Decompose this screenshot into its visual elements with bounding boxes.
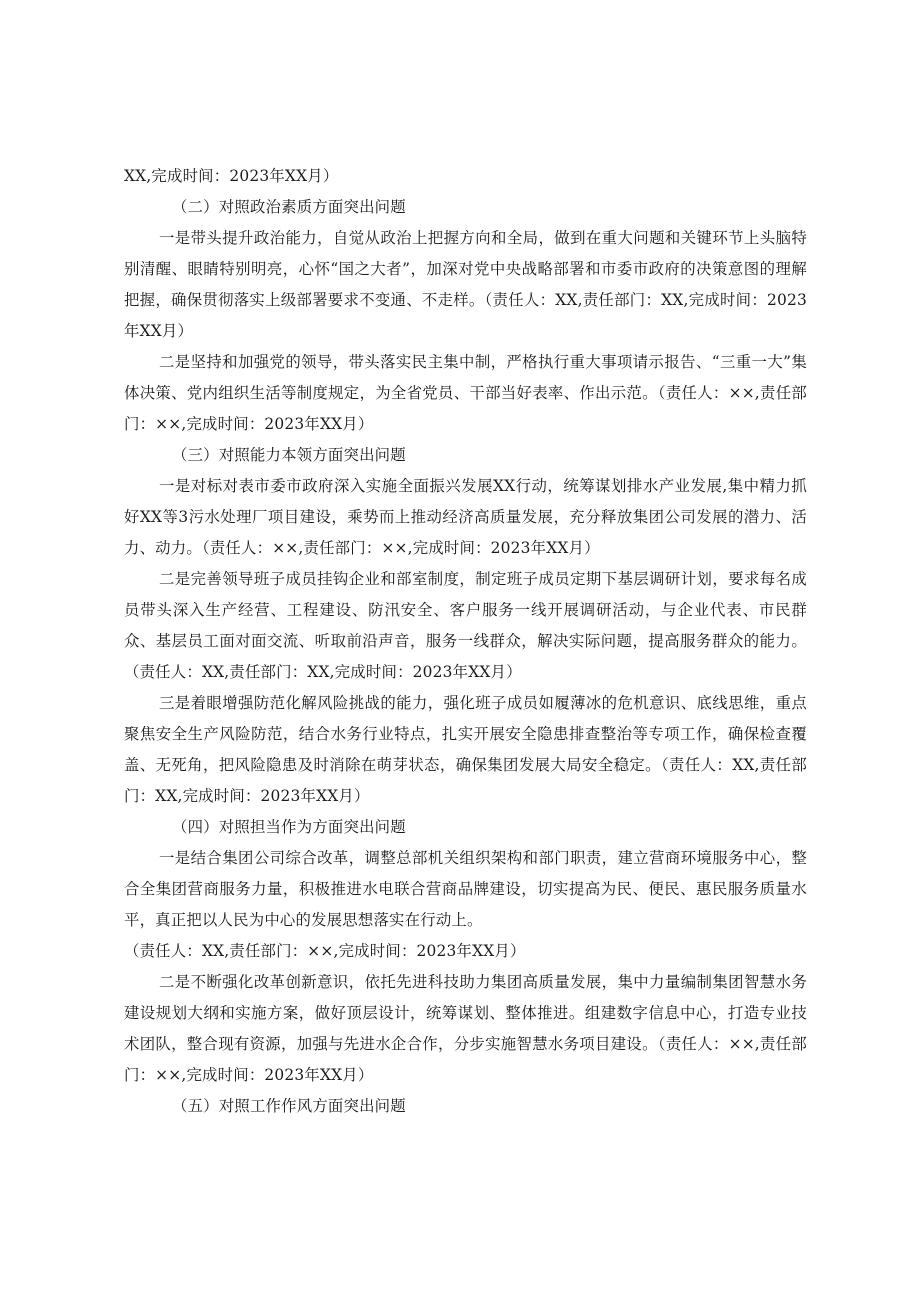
section-heading-2: （二）对照政治素质方面突出问题: [172, 198, 406, 216]
paragraph: 三是着眼增强防范化解风险挑战的能力，强化班子成员如履薄冰的危机意识、底线思维，重点聚焦安全生产风险防范，结合水务行业特点，扎实开展安全隐患排查整治等专项工作，确保检查覆盖、无死角，把风险隐患及时消除在萌芽状态，确保集团发展大局安全稳定。（责任人：XX,责任部门：XX,完成时间：2023年XX月）: [124, 694, 807, 805]
paragraph: 二是坚持和加强党的领导，带头落实民主集中制，严格执行重大事项请示报告、“三重一大”集体决策、党内组织生活等制度规定，为全省党员、干部当好表率、作出示范。（责任人：××,责任部门：××,完成时间：2023年XX月）: [124, 353, 807, 433]
section-heading-4: （四）对照担当作为方面突出问题: [172, 818, 406, 836]
paragraph-continuation: （责任人：XX,责任部门：××,完成时间：2023年XX月）: [124, 942, 526, 960]
paragraph: 一是对标对表市委市政府深入实施全面振兴发展XX行动，统筹谋划排水产业发展,集中精力抓好XX等3污水处理厂项目建设，乘势而上推动经济高质量发展，充分释放集团公司发展的潜力、活力、动力。（责任人：××,责任部门：××,完成时间：2023年XX月）: [124, 477, 807, 557]
paragraph-continuation: XX,完成时间：2023年XX月）: [124, 167, 339, 185]
paragraph: 二是不断强化改革创新意识，依托先进科技助力集团高质量发展，集中力量编制集团智慧水务建设规划大纲和实施方案，做好顶层设计，统筹谋划、整体推进。组建数字信息中心，打造专业技术团队，整合现有资源，加强与先进水企合作，分步实施智慧水务项目建设。（责任人：××,责任部门：××,完成时间：2023年XX月）: [124, 973, 807, 1084]
paragraph: 一是带头提升政治能力，自觉从政治上把握方向和全局，做到在重大问题和关键环节上头脑特别清醒、眼睛特别明亮，心怀“国之大者”，加深对党中央战略部署和市委市政府的决策意图的理解把握，确保贯彻落实上级部署要求不变通、不走样。（责任人：XX,责任部门：XX,完成时间：2023年XX月）: [124, 229, 807, 340]
section-heading-5: （五）对照工作作风方面突出问题: [172, 1097, 406, 1115]
paragraph: 二是完善领导班子成员挂钩企业和部室制度，制定班子成员定期下基层调研计划，要求每名成员带头深入生产经营、工程建设、防汛安全、客户服务一线开展调研活动，与企业代表、市民群众、基层员工面对面交流、听取前沿声音，服务一线群众，解决实际问题，提高服务群众的能力。（责任人：XX,责任部门：XX,完成时间：2023年XX月）: [124, 570, 807, 681]
paragraph: 一是结合集团公司综合改革，调整总部机关组织架构和部门职责，建立营商环境服务中心，整合全集团营商服务力量，积极推进水电联合营商品牌建设，切实提高为民、便民、惠民服务质量水平，真正把以人民为中心的发展思想落实在行动上。: [124, 849, 807, 929]
section-heading-3: （三）对照能力本领方面突出问题: [172, 446, 406, 464]
document-page: [124, 161, 807, 1122]
